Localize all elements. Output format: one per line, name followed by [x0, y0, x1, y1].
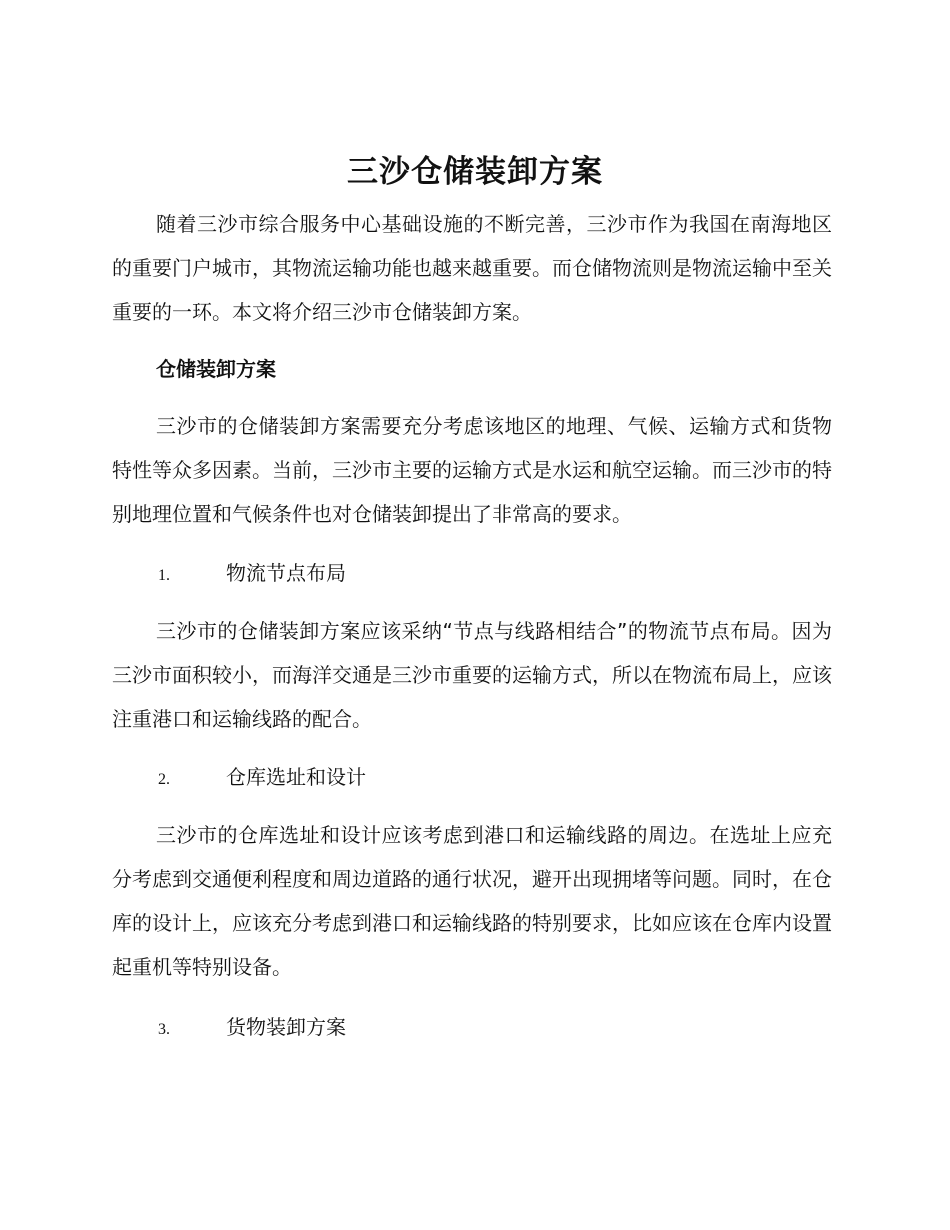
- section-heading: 仓储装卸方案: [156, 357, 276, 381]
- list-item-title: 货物装卸方案: [226, 1015, 346, 1039]
- list-item-title: 物流节点布局: [226, 561, 346, 585]
- list-item-title: 仓库选址和设计: [226, 765, 366, 789]
- list-item-number: 2.: [158, 771, 170, 788]
- list-item-number: 1.: [158, 567, 170, 584]
- intro-paragraph: 随着三沙市综合服务中心基础设施的不断完善，三沙市作为我国在南海地区的重要门户城市，其物流运输功能也越来越重要。而仓储物流则是物流运输中至关重要的一环。本文将介绍三沙市仓储装卸方案。: [112, 212, 832, 324]
- section-paragraph: 三沙市的仓储装卸方案需要充分考虑该地区的地理、气候、运输方式和货物特性等众多因素。当前，三沙市主要的运输方式是水运和航空运输。而三沙市的特别地理位置和气候条件也对仓储装卸提出了非常高的要求。: [112, 414, 832, 526]
- list-item-heading: [158, 1012, 346, 1045]
- document-title: 三沙仓储装卸方案: [347, 154, 603, 190]
- list-item-paragraph: 三沙市的仓储装卸方案应该采纳“节点与线路相结合”的物流节点布局。因为三沙市面积较小，而海洋交通是三沙市重要的运输方式，所以在物流布局上，应该注重港口和运输线路的配合。: [112, 619, 832, 731]
- list-item-number: 3.: [158, 1021, 170, 1038]
- list-item-paragraph: 三沙市的仓库选址和设计应该考虑到港口和运输线路的周边。在选址上应充分考虑到交通便利程度和周边道路的通行状况，避开出现拥堵等问题。同时，在仓库的设计上，应该充分考虑到港口和运输线路的特别要求，比如应该在仓库内设置起重机等特别设备。: [112, 823, 832, 979]
- list-item-heading: [158, 558, 346, 591]
- list-item-heading: [158, 762, 366, 795]
